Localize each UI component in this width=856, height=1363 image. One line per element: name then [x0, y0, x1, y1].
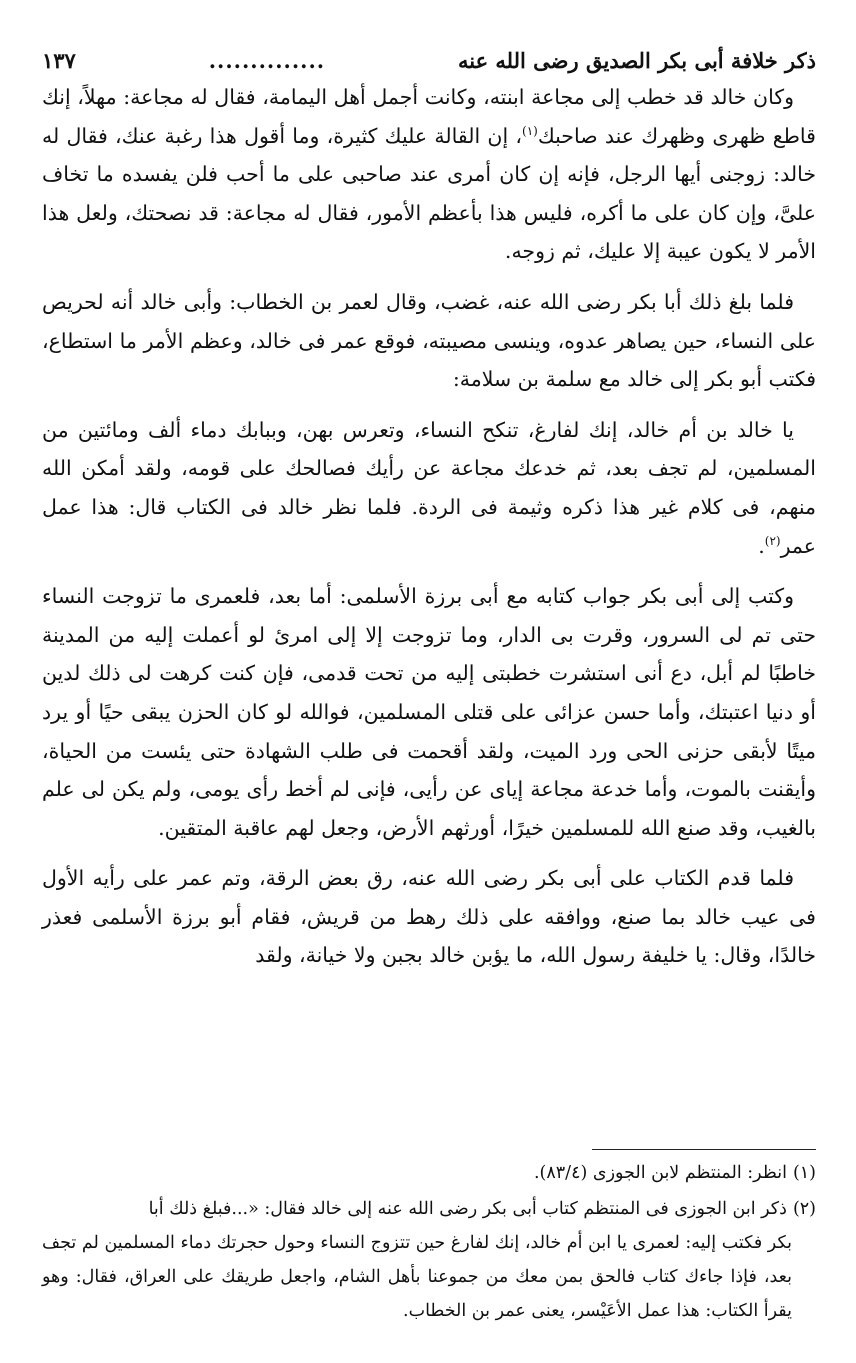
paragraph-4	[42, 577, 816, 847]
footnote-ref-2[interactable]: (٢)	[764, 533, 781, 548]
paragraph-1	[42, 78, 816, 271]
paragraph-text: وكتب إلى أبى بكر جواب كتابه مع أبى برزة الأسلمى: أما بعد، فلعمرى ما تزوجت النساء حتى تم لى السرور، وقرت بى الدار، وما تزوجت إلا إلى امرئ لو أعملت إليه من المدينة خاطبًا لم أبل، دع أنى استشرت خطبتى إليه من تحت قدمى، فإن كنت كرهت لى ذلك لدين أو دنيا اعتبتك، وأما حسن عزائى على قتلى المسلمين، فوالله لو كان الحزن يبقى حيًا أو يرد ميتًا لأبقى حزنى الحى ورد الميت، ولقد أقحمت فى طلب الشهادة حتى يئست من الحياة، وأيقنت بالموت، وأما خدعة مجاعة إياى عن رأيى، فإنى لم أخط رأى يومى، ولم يكن لى علم بالغيب، وقد صنع الله للمسلمين خيرًا، أورثهم الأرض، وجعل لهم عاقبة المتقين.	[42, 584, 816, 840]
footnote-text: ذكر ابن الجوزى فى المنتظم كتاب أبى بكر رضى الله عنه إلى خالد فقال: «...فبلغ ذلك أبا	[148, 1199, 787, 1219]
footnote-separator	[592, 1149, 816, 1150]
page-number: ١٣٧	[42, 48, 76, 73]
running-header	[42, 46, 816, 76]
paragraph-text: فلما قدم الكتاب على أبى بكر رضى الله عنه، رق بعض الرقة، وتم عمر على رأيه الأول فى عيب خالد بما صنع، ووافقه على ذلك رهط من قريش، فقام أبو برزة الأسلمى فعذر خالدًا، وقال: يا خليفة رسول الله، ما يؤبن خالد بجبن ولا خيانة، ولقد	[42, 866, 816, 968]
paragraph-2	[42, 283, 816, 399]
footnote-text: انظر: المنتظم لابن الجوزى (٨٣/٤).	[533, 1163, 787, 1183]
footnote-2	[42, 1192, 816, 1328]
paragraph-text: فلما بلغ ذلك أبا بكر رضى الله عنه، غضب، وقال لعمر بن الخطاب: وأبى خالد أنه لحريص على النساء، حين يصاهر عدوه، وينسى مصيبته، فوقع عمر فى خالد، وعظم الأمر ما استطاع، فكتب أبو بكر إلى خالد مع سلمة بن سلامة:	[42, 289, 816, 392]
paragraph-text-cont: .	[758, 533, 765, 558]
paragraph-text: وكان خالد قد خطب إلى مجاعة ابنته، وكانت أجمل أهل اليمامة، فقال له مجاعة: مهلاً، إنك قاطع ظهرى وظهرك عند صاحبك	[42, 85, 816, 148]
footnote-number: (١)	[792, 1163, 816, 1183]
footnote-number: (٢)	[792, 1199, 816, 1219]
paragraph-5	[42, 859, 816, 975]
footnote-ref-1[interactable]: (١)	[522, 123, 538, 138]
footnote-text-cont: بكر فكتب إليه: لعمرى يا ابن أم خالد، إنك لفارغ حين تتزوج النساء وحول حجرتك دماء المسلمين لم تجف بعد، فإذا جاءك كتاب فالحق بمن معك من جموعنا بأهل الشام، واجعل طريقك على العراق، فقال: وهو يقرأ الكتاب: هذا عمل الأعَيْسر، يعنى عمر بن الخطاب.	[42, 1233, 792, 1321]
footnote-1	[42, 1156, 816, 1190]
book-page	[42, 46, 816, 1343]
paragraph-3	[42, 411, 816, 565]
footnotes	[42, 1156, 816, 1330]
paragraph-text-cont: ، إن القالة عليك كثيرة، وما أقول هذا رغبة عنك، فقال له خالد: زوجنى أيها الرجل، فإنه إن كان أمرى عند صاحبى على ما أحب فلن يفسده ما تخاف علىَّ، وإن كان على ما أكره، فليس هذا بأعظم الأمور، فقال له مجاعة: قد نصحتك، ولعل هذا الأمر لا يكون عيبة إلا عليك، ثم زوجه.	[42, 123, 816, 264]
chapter-title: ذكر خلافة أبى بكر الصديق رضى الله عنه	[457, 48, 816, 73]
leader-dots: ..............	[208, 48, 326, 73]
paragraph-text: يا خالد بن أم خالد، إنك لفارغ، تنكح النساء، وتعرس بهن، وببابك دماء ألف ومائتين من المسلمين، لم تجف بعد، ثم خدعك مجاعة عن رأيك فصالحك على قومه، ولقد أمكن الله منهم، فى كلام غير هذا ذكره وثيمة فى الردة. فلما نظر خالد فى الكتاب قال: هذا عمل عمر	[42, 417, 816, 558]
